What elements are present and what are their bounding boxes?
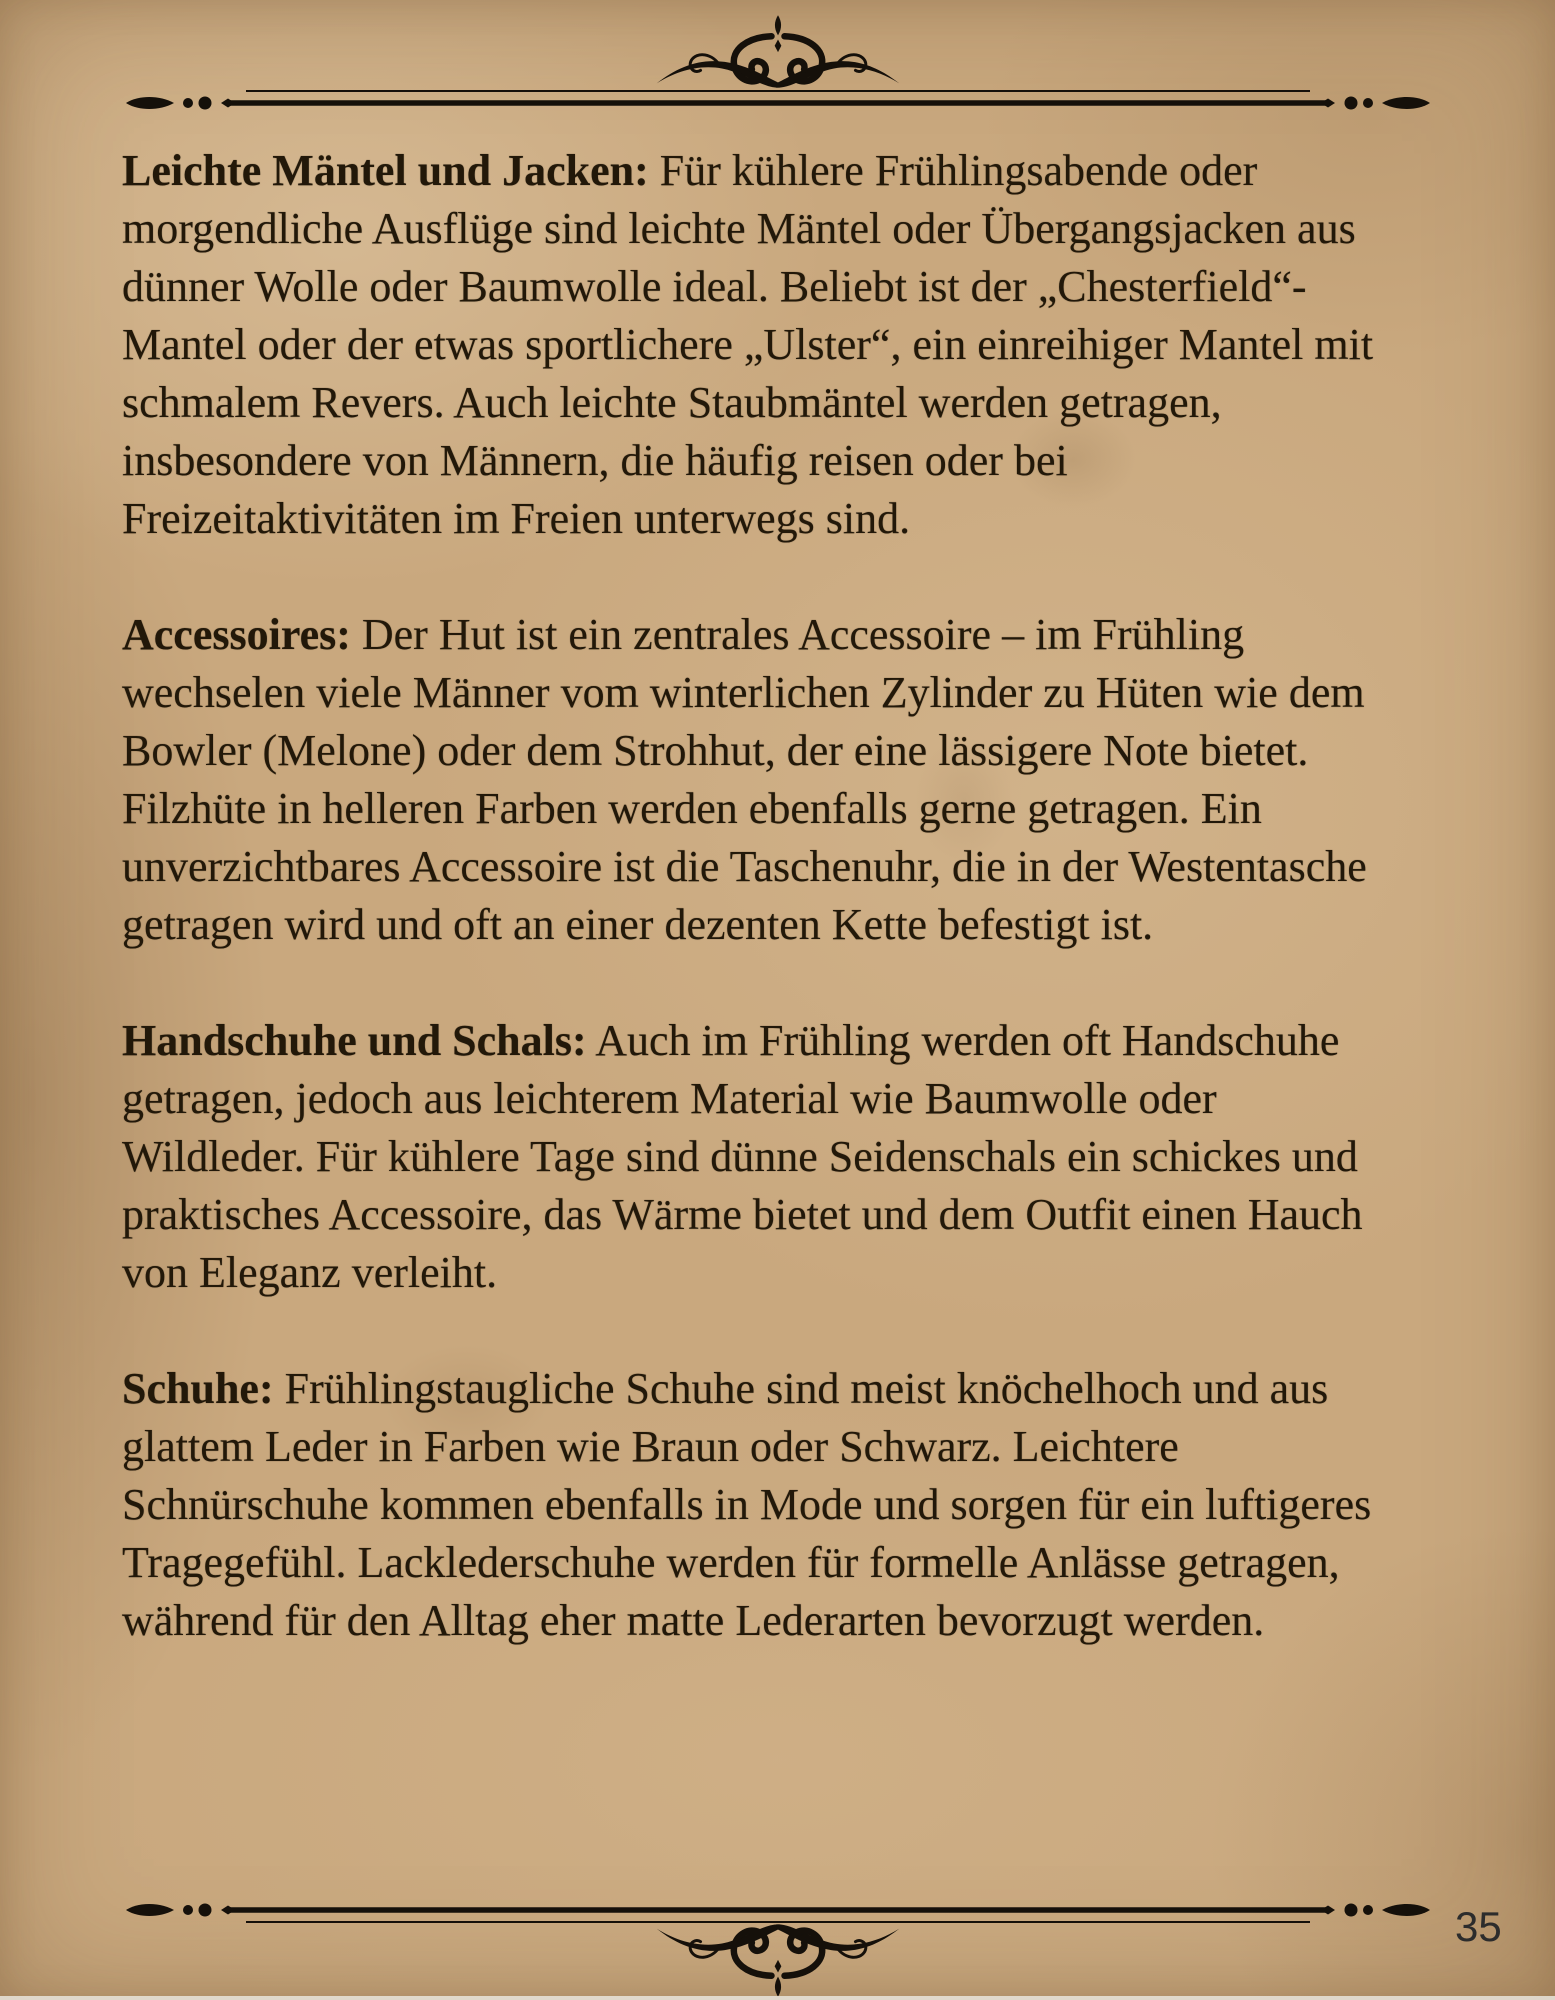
line-text: während für den Alltag eher matte Lederarten bevorzugt werden. — [122, 1596, 1265, 1645]
line-text: Für kühlere Frühlingsabende oder — [648, 146, 1258, 195]
paragraph-lead: Leichte Mäntel und Jacken: — [122, 146, 649, 195]
text-line — [122, 200, 1432, 258]
line-text: praktisches Accessoire, das Wärme bietet und dem Outfit einen Hauch — [122, 1190, 1363, 1239]
page-number: 35 — [1455, 1903, 1502, 1950]
text-line — [122, 1534, 1432, 1592]
text-line — [122, 490, 1432, 548]
text-line — [122, 432, 1432, 490]
text-line — [122, 722, 1432, 780]
line-text: unverzichtbares Accessoire ist die Taschenuhr, die in der Westentasche — [122, 842, 1367, 891]
paragraph — [122, 142, 1432, 548]
text-line — [122, 780, 1432, 838]
text-line — [122, 1070, 1432, 1128]
paragraph-lead: Schuhe: — [122, 1364, 274, 1413]
text-line — [122, 316, 1432, 374]
line-text: getragen wird und oft an einer dezenten Kette befestigt ist. — [122, 900, 1154, 949]
line-text: Mantel oder der etwas sportlichere „Ulster“, ein einreihiger Mantel mit — [122, 320, 1374, 369]
line-text: Der Hut ist ein zentrales Accessoire – im Frühling — [350, 610, 1245, 659]
paragraph-lead: Accessoires: — [122, 610, 351, 659]
line-text: glattem Leder in Farben wie Braun oder Schwarz. Leichtere — [122, 1422, 1179, 1471]
text-line — [122, 1592, 1432, 1650]
line-text: Bowler (Melone) oder dem Strohhut, der eine lässigere Note bietet. — [122, 726, 1309, 775]
line-text: Freizeitaktivitäten im Freien unterwegs sind. — [122, 494, 911, 543]
bottom-flourish-ornament — [638, 1916, 918, 2000]
page-bottom-edge — [0, 1996, 1555, 2000]
text-line — [122, 374, 1432, 432]
line-text: morgendliche Ausflüge sind leichte Mäntel oder Übergangsjacken aus — [122, 204, 1356, 253]
paragraph — [122, 606, 1432, 954]
text-line — [122, 142, 1432, 200]
text-line — [122, 896, 1432, 954]
text-line — [122, 1418, 1432, 1476]
text-line — [122, 1186, 1432, 1244]
line-text: Filzhüte in helleren Farben werden ebenfalls gerne getragen. Ein — [122, 784, 1262, 833]
text-line — [122, 1012, 1432, 1070]
text-line — [122, 1128, 1432, 1186]
line-text: getragen, jedoch aus leichterem Material wie Baumwolle oder — [122, 1074, 1217, 1123]
page-content — [122, 142, 1432, 1650]
top-divider-rule — [124, 80, 1432, 120]
text-line — [122, 664, 1432, 722]
text-line — [122, 838, 1432, 896]
line-text: von Eleganz verleiht. — [122, 1248, 498, 1297]
text-line — [122, 606, 1432, 664]
text-line — [122, 1360, 1432, 1418]
line-text: schmalem Revers. Auch leichte Staubmäntel werden getragen, — [122, 378, 1222, 427]
paragraph — [122, 1360, 1432, 1650]
line-text: insbesondere von Männern, die häufig reisen oder bei — [122, 436, 1068, 485]
line-text: dünner Wolle oder Baumwolle ideal. Beliebt ist der „Chesterfield“- — [122, 262, 1307, 311]
line-text: Wildleder. Für kühlere Tage sind dünne Seidenschals ein schickes und — [122, 1132, 1358, 1181]
line-text: Schnürschuhe kommen ebenfalls in Mode und sorgen für ein luftigeres — [122, 1480, 1372, 1529]
paragraph-lead: Handschuhe und Schals: — [122, 1016, 587, 1065]
text-line — [122, 1476, 1432, 1534]
line-text: Tragegefühl. Lacklederschuhe werden für formelle Anlässe getragen, — [122, 1538, 1340, 1587]
line-text: Frühlingstaugliche Schuhe sind meist knöchelhoch und aus — [273, 1364, 1329, 1413]
line-text: wechselen viele Männer vom winterlichen Zylinder zu Hüten wie dem — [122, 668, 1365, 717]
line-text: Auch im Frühling werden oft Handschuhe — [586, 1016, 1340, 1065]
text-line — [122, 1244, 1432, 1302]
text-line — [122, 258, 1432, 316]
paragraph — [122, 1012, 1432, 1302]
